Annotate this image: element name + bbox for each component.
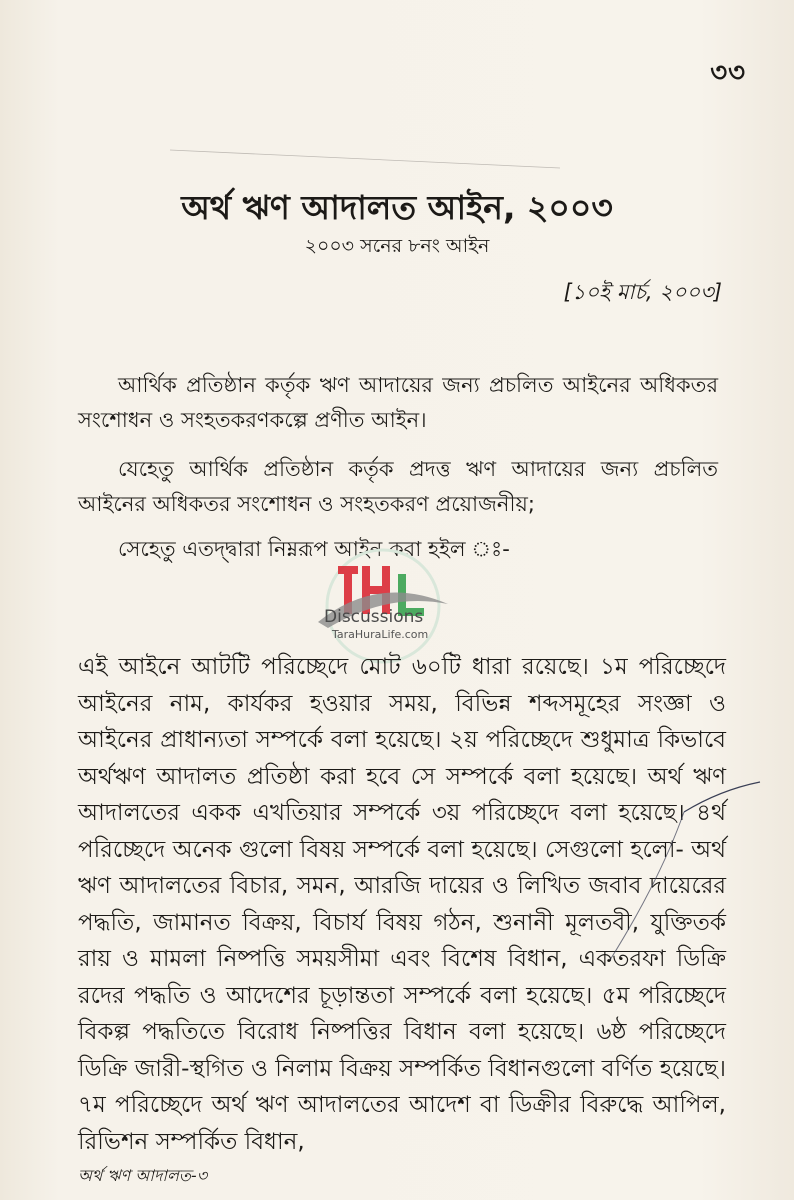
preamble-paragraph: আর্থিক প্রতিষ্ঠান কর্তৃক ঋণ আদায়ের জন্য প্রচলিত আইনের অধিকতর সংশোধন ও সংহতকরণকল্পে প্রণীত আইন। — [78, 373, 718, 432]
running-footer: অর্থ ঋণ আদালত-৩ — [78, 1166, 208, 1185]
enactment-clause: সেহেতু এতদ্দ্বারা নিম্নরূপ আইন করা হইল ঃ- — [118, 537, 510, 561]
act-number: ২০০৩ সনের ৮নং আইন — [304, 235, 490, 257]
document-title: অর্থ ঋণ আদালত আইন, ২০০৩ — [181, 188, 613, 227]
enactment-date: [১০ই মার্চ, ২০০৩] — [563, 280, 722, 304]
watermark-label: Discussions — [324, 607, 424, 627]
page-number: ৩৩ — [710, 58, 746, 88]
summary-paragraph: এই আইনে আটটি পরিচ্ছেদে মোট ৬০টি ধারা রয়েছে। ১ম পরিচ্ছেদে আইনের নাম, কার্যকর হওয়ার সময়, বিভিন্ন শব্দসমূহের সংজ্ঞা ও আইনের প্রাধান্যতা সম্পর্কে বলা হয়েছে। ২য় পরিচ্ছেদে শুধুমাত্র কিভাবে অর্থঋণ আদালত প্রতিষ্ঠা করা হবে সে সম্পর্কে বলা হয়েছে। অর্থ ঋণ আদালতের একক এখতিয়ার সম্পর্কে ৩য় পরিচ্ছেদে বলা হয়েছে। ৪র্থ পরিচ্ছেদে অনেক গুলো বিষয় সম্পর্কে বলা হয়েছে। সেগুলো হলো- অর্থ ঋণ আদালতের বিচার, সমন, আরজি দায়ের ও লিখিত জবাব দায়েরের পদ্ধতি, জামানত বিক্রয়, বিচার্য বিষয় গঠন, শুনানী মূলতবী, যুক্তিতর্ক রায় ও মামলা নিষ্পত্তি সময়সীমা এবং বিশেষ বিধান, একতরফা ডিক্রি রদের পদ্ধতি ও আদেশের চূড়ান্ততা সম্পর্কে বলা হয়েছে। ৫ম পরিচ্ছেদে বিকল্প পদ্ধতিতে বিরোধ নিষ্পত্তির বিধান বলা হয়েছে। ৬ষ্ঠ পরিচ্ছেদে ডিক্রি জারী-স্থগিত ও নিলাম বিক্রয় সম্পর্কিত বিধানগুলো বর্ণিত হয়েছে। ৭ম পরিচ্ছেদে অর্থ ঋণ আদালতের আদেশ বা ডিক্রীর বিরুদ্ধে আপিল, রিভিশন সম্পর্কিত বিধান, — [78, 654, 726, 1155]
whereas-paragraph: যেহেতু আর্থিক প্রতিষ্ঠান কর্তৃক প্রদত্ত ঋণ আদায়ের জন্য প্রচলিত আইনের অধিকতর সংশোধন ও সংহতকরণ প্রয়োজনীয়; — [78, 457, 718, 516]
watermark-url: TaraHuraLife.com — [332, 628, 429, 641]
